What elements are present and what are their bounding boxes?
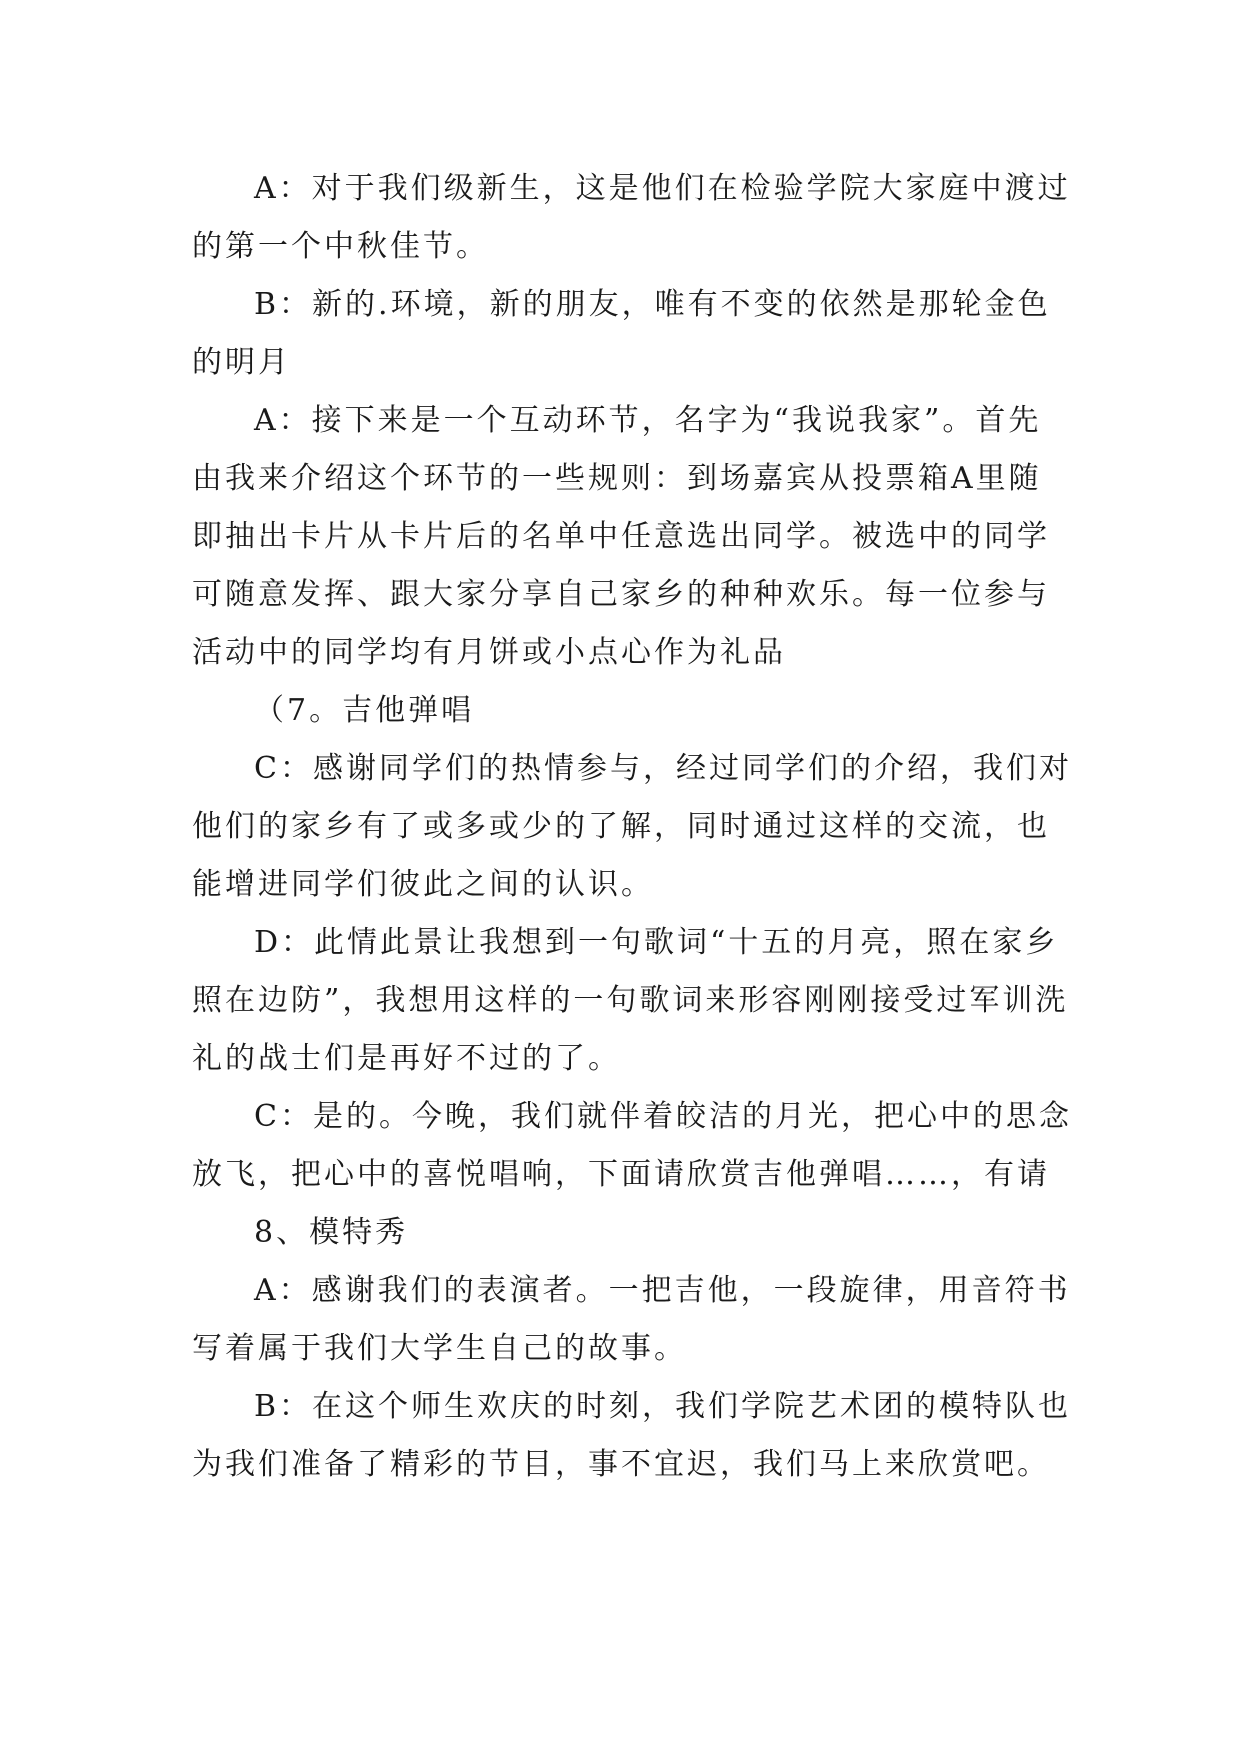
section-heading-model-show: 8、模特秀 xyxy=(254,1215,409,1250)
paragraph-7: C：是的。今晚，我们就伴着皎洁的月光，把心中的思念放飞，把心中的喜悦唱响，下面请欣赏吉他弹唱……，有请 xyxy=(192,1099,1072,1192)
paragraph-1: A：对于我们级新生，这是他们在检验学院大家庭中渡过的第一个中秋佳节。 xyxy=(192,171,1071,264)
section-heading-guitar: （7。吉他弹唱 xyxy=(254,693,475,728)
paragraph-5: C：感谢同学们的热情参与，经过同学们的介绍，我们对他们的家乡有了或多或少的了解，同时通过这样的交流，也能增进同学们彼此之间的认识。 xyxy=(192,751,1072,902)
paragraph-3: A：接下来是一个互动环节，名字为“我说我家”。首先由我来介绍这个环节的一些规则：到场嘉宾从投票箱A里随即抽出卡片从卡片后的名单中任意选出同学。被选中的同学可随意发挥、跟大家分享自己家乡的种种欢乐。每一位参与活动中的同学均有月饼或小点心作为礼品 xyxy=(192,403,1050,670)
paragraph-2: B：新的.环境，新的朋友，唯有不变的依然是那轮金色的明月 xyxy=(192,287,1051,380)
paragraph-10: B：在这个师生欢庆的时刻，我们学院艺术团的模特队也为我们准备了精彩的节目，事不宜迟，我们马上来欣赏吧。 xyxy=(192,1389,1072,1482)
document-body xyxy=(192,160,1072,1494)
paragraph-6: D：此情此景让我想到一句歌词“十五的月亮，照在家乡照在边防”，我想用这样的一句歌词来形容刚刚接受过军训洗礼的战士们是再好不过的了。 xyxy=(192,925,1069,1076)
paragraph-9: A：感谢我们的表演者。一把吉他，一段旋律，用音符书写着属于我们大学生自己的故事。 xyxy=(192,1273,1071,1366)
